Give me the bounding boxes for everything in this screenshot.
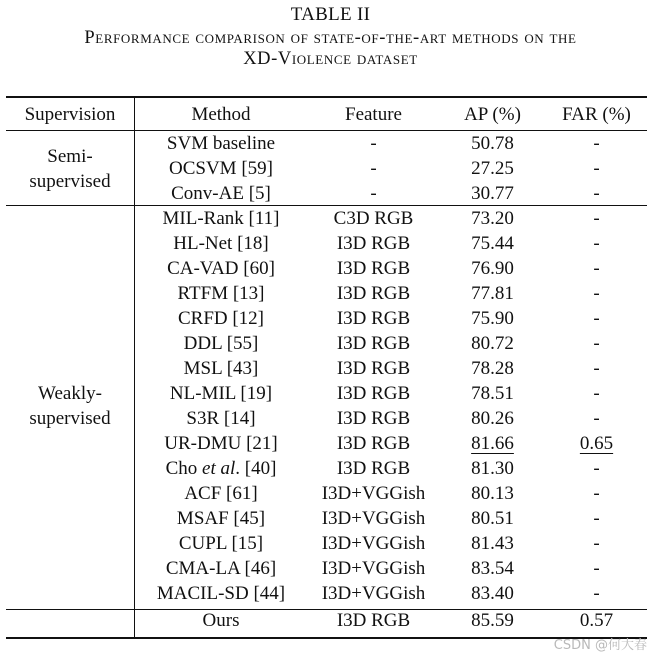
method-text-part: et al	[202, 458, 236, 479]
method-cell: CA-VAD [60]	[167, 258, 275, 279]
ap-value: 81.66	[471, 433, 514, 454]
far-cell	[546, 281, 647, 306]
method-cell: Ours	[202, 610, 240, 631]
feature-cell: I3D RGB	[336, 610, 411, 631]
ap-value: 78.51	[471, 383, 514, 404]
ap-value: 83.54	[471, 558, 514, 579]
ap-cell	[439, 556, 546, 581]
feature-cell: I3D+VGGish	[321, 508, 426, 529]
header-ap: AP (%)	[464, 104, 521, 125]
ap-cell	[439, 256, 546, 281]
far-cell	[546, 531, 647, 556]
far-value: -	[593, 533, 600, 554]
table-row	[6, 206, 647, 231]
ap-cell	[439, 456, 546, 481]
far-cell	[546, 181, 647, 206]
ap-value: 27.25	[471, 158, 514, 179]
ap-cell	[439, 131, 546, 156]
table-body	[6, 131, 647, 635]
far-value: -	[593, 333, 600, 354]
method-cell: CMA-LA [46]	[165, 558, 277, 579]
far-cell	[546, 356, 647, 381]
far-cell	[546, 581, 647, 606]
ap-value: 75.44	[471, 233, 514, 254]
ap-value: 78.28	[471, 358, 514, 379]
supervision-line: supervised	[29, 170, 111, 192]
feature-cell: I3D RGB	[336, 433, 411, 454]
supervision-line: Semi-	[47, 145, 93, 167]
far-value: -	[593, 383, 600, 404]
feature-cell: I3D+VGGish	[321, 483, 426, 504]
method-cell: RTFM [13]	[177, 283, 265, 304]
ours-row	[6, 606, 647, 635]
feature-cell: I3D RGB	[336, 258, 411, 279]
ap-cell	[439, 281, 546, 306]
far-cell	[546, 256, 647, 281]
feature-cell: -	[370, 158, 377, 179]
method-text-part: Cho	[165, 458, 203, 479]
ap-value: 50.78	[471, 133, 514, 154]
far-value: -	[593, 233, 600, 254]
far-cell	[546, 156, 647, 181]
header-feature: Feature	[345, 104, 402, 125]
far-value: -	[593, 133, 600, 154]
feature-cell: I3D RGB	[336, 458, 411, 479]
ap-value: 81.30	[471, 458, 514, 479]
ap-value: 83.40	[471, 583, 514, 604]
table-label: TABLE II	[290, 4, 371, 25]
far-value: -	[593, 283, 600, 304]
ap-value: 80.72	[471, 333, 514, 354]
method-cell: S3R [14]	[186, 408, 256, 429]
supervision-cell	[6, 206, 134, 606]
ap-value: 80.51	[471, 508, 514, 529]
watermark: CSDN @何大春	[553, 638, 647, 653]
bottom-rule	[6, 637, 647, 639]
ap-cell	[439, 156, 546, 181]
method-cell: MSAF [45]	[176, 508, 266, 529]
far-cell	[546, 481, 647, 506]
method-text-part: . [40]	[235, 458, 277, 479]
far-cell	[546, 556, 647, 581]
method-cell	[134, 456, 308, 481]
ap-cell	[439, 431, 546, 456]
ap-value: 75.90	[471, 308, 514, 329]
method-cell: Conv-AE [5]	[171, 183, 271, 204]
supervision-cell	[6, 131, 134, 206]
ap-value: 30.77	[471, 183, 514, 204]
feature-cell: I3D RGB	[336, 283, 411, 304]
method-cell: ACF [61]	[184, 483, 258, 504]
supervision-line: Weakly-	[38, 383, 102, 404]
table-caption-line-2: XD-Violence dataset	[243, 49, 418, 69]
far-value: -	[593, 458, 600, 479]
ap-cell	[439, 381, 546, 406]
supervision-line: supervised	[29, 408, 111, 429]
method-cell: UR-DMU [21]	[164, 433, 278, 454]
ap-value: 73.20	[471, 208, 514, 229]
far-value: -	[593, 158, 600, 179]
far-cell	[546, 231, 647, 256]
table-caption-line-1: Performance comparison of state-of-the-art methods on the	[84, 28, 577, 48]
far-value: -	[593, 208, 600, 229]
ap-cell	[439, 306, 546, 331]
ap-cell	[439, 206, 546, 231]
header-supervision: Supervision	[24, 104, 116, 125]
far-cell	[546, 131, 647, 156]
far-cell	[546, 306, 647, 331]
ap-cell	[439, 506, 546, 531]
ap-cell	[439, 406, 546, 431]
method-cell: MIL-Rank [11]	[162, 208, 280, 229]
far-cell	[546, 406, 647, 431]
method-cell: MSL [43]	[183, 358, 259, 379]
header-method: Method	[191, 104, 251, 125]
feature-cell: I3D RGB	[336, 333, 411, 354]
far-value: -	[593, 483, 600, 504]
supervision-cell-empty	[6, 606, 134, 635]
method-cell: CRFD [12]	[177, 308, 265, 329]
far-cell	[546, 381, 647, 406]
ap-cell	[439, 331, 546, 356]
far-value: -	[593, 508, 600, 529]
ap-cell	[439, 181, 546, 206]
ap-cell	[439, 356, 546, 381]
ap-value: 77.81	[471, 283, 514, 304]
feature-cell: I3D+VGGish	[321, 583, 426, 604]
far-cell: 0.57	[579, 610, 614, 631]
method-cell: CUPL [15]	[178, 533, 264, 554]
feature-cell: C3D RGB	[333, 208, 414, 229]
header-row	[6, 98, 647, 131]
results-table	[6, 98, 647, 635]
feature-cell: I3D+VGGish	[321, 558, 426, 579]
ap-value: 80.26	[471, 408, 514, 429]
far-cell	[546, 431, 647, 456]
far-value: -	[593, 408, 600, 429]
method-cell: DDL [55]	[183, 333, 259, 354]
far-value: -	[593, 583, 600, 604]
far-cell	[546, 506, 647, 531]
far-value: -	[593, 183, 600, 204]
feature-cell: -	[370, 133, 377, 154]
ap-value: 76.90	[471, 258, 514, 279]
far-cell	[546, 206, 647, 231]
feature-cell: I3D RGB	[336, 408, 411, 429]
ap-value: 81.43	[471, 533, 514, 554]
far-cell	[546, 331, 647, 356]
feature-cell: I3D RGB	[336, 233, 411, 254]
ap-cell: 85.59	[471, 610, 514, 631]
feature-cell: I3D RGB	[336, 308, 411, 329]
far-value: -	[593, 308, 600, 329]
ap-cell	[439, 231, 546, 256]
method-cell: SVM baseline	[166, 133, 276, 154]
feature-cell: I3D RGB	[336, 383, 411, 404]
feature-cell: -	[370, 183, 377, 204]
far-value: 0.65	[579, 433, 614, 454]
far-value: -	[593, 558, 600, 579]
far-value: -	[593, 258, 600, 279]
feature-cell: I3D RGB	[336, 358, 411, 379]
far-value: -	[593, 358, 600, 379]
ap-value: 80.13	[471, 483, 514, 504]
far-cell	[546, 456, 647, 481]
header-far: FAR (%)	[562, 104, 631, 125]
table-row	[6, 131, 647, 156]
ap-cell	[439, 581, 546, 606]
method-cell: MACIL-SD [44]	[156, 583, 286, 604]
method-cell: HL-Net [18]	[173, 233, 269, 254]
ap-cell	[439, 481, 546, 506]
feature-cell: I3D+VGGish	[321, 533, 426, 554]
method-cell: NL-MIL [19]	[169, 383, 273, 404]
method-cell: OCSVM [59]	[169, 158, 273, 179]
ap-cell	[439, 531, 546, 556]
